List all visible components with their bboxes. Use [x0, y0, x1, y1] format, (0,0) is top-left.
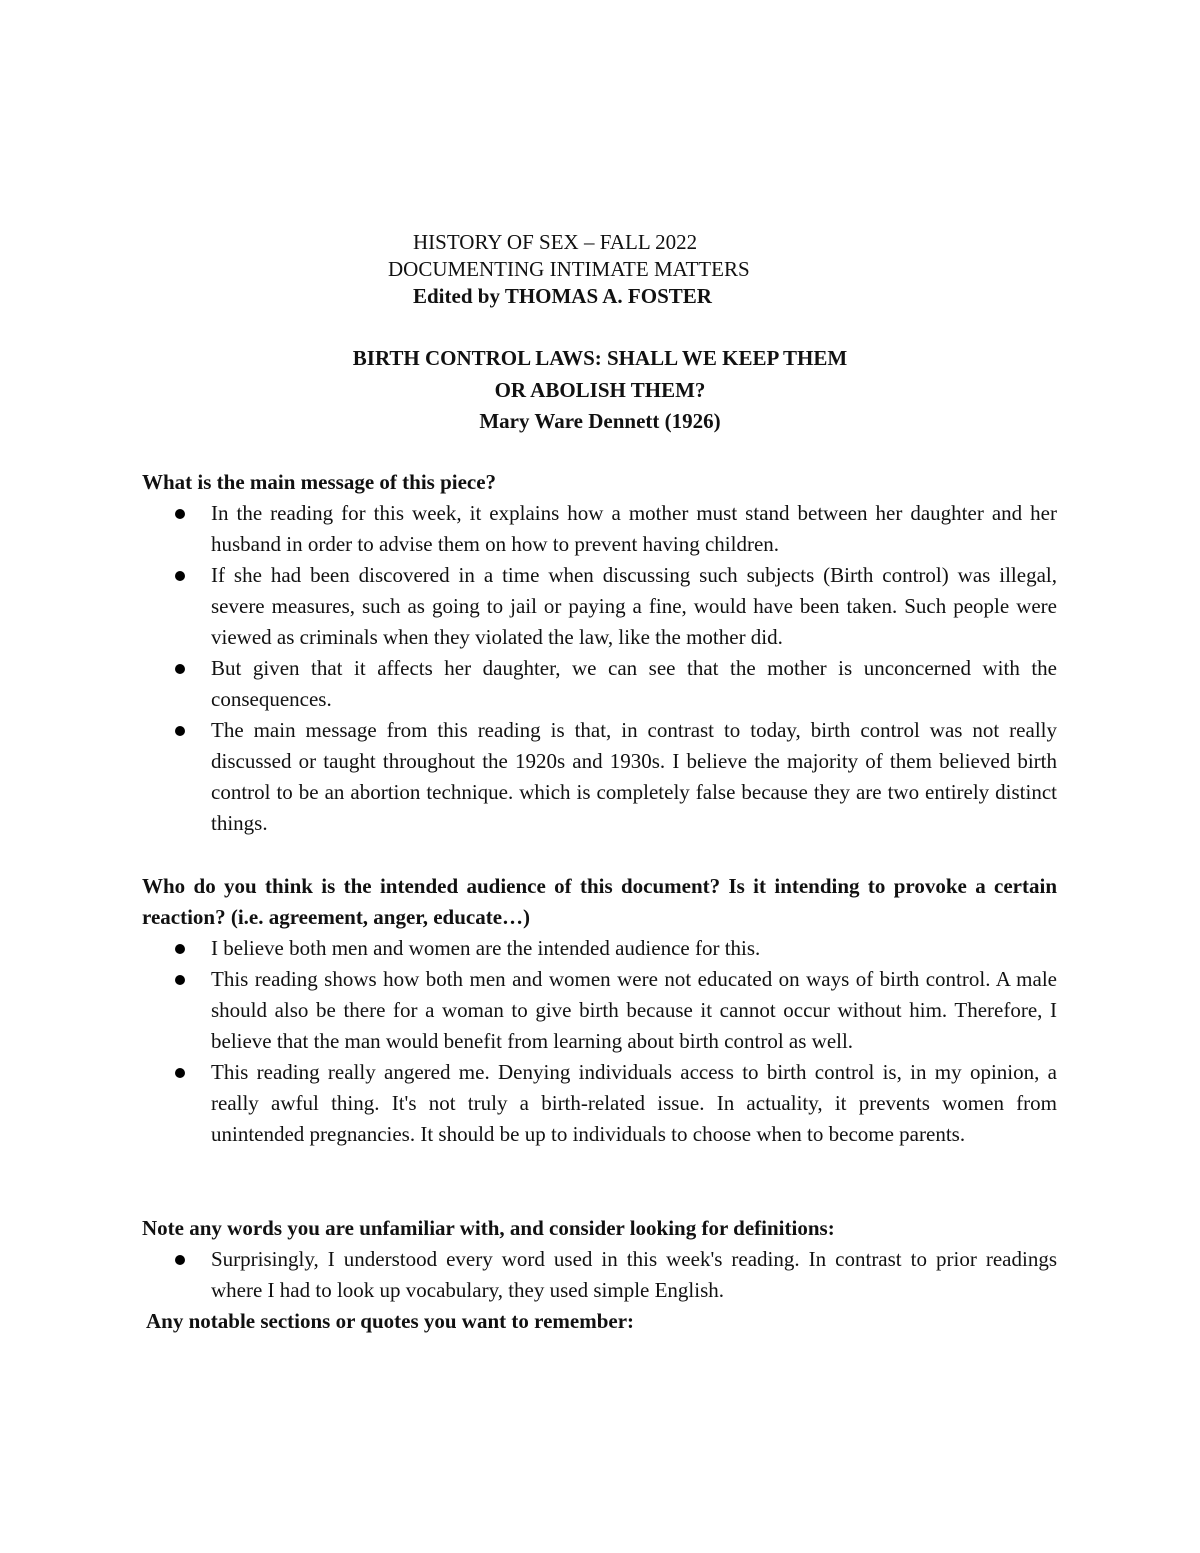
answers-main-message	[142, 498, 1057, 839]
list-item: This reading shows how both men and women were not educated on ways of birth control. A male should also be there for a woman to give birth because it cannot occur without him. Therefore, I believe that the man would benefit from learning about birth control as well.	[142, 964, 1057, 1057]
question-notable-quotes: Any notable sections or quotes you want to remember:	[146, 1309, 635, 1333]
bullet-icon	[175, 944, 185, 954]
course-title: HISTORY OF SEX – FALL 2022	[413, 230, 698, 254]
book-editor: Edited by THOMAS A. FOSTER	[413, 284, 712, 308]
reading-title-line1: BIRTH CONTROL LAWS: SHALL WE KEEP THEM	[352, 346, 848, 370]
list-item: This reading really angered me. Denying individuals access to birth control is, in my opinion, a really awful thing. It's not truly a birth-related issue. In actuality, it prevents women from unintended pregnancies. It should be up to individuals to choose when to become parents.	[142, 1057, 1057, 1150]
list-item: The main message from this reading is that, in contrast to today, birth control was not really discussed or taught throughout the 1920s and 1930s. I believe the majority of them believed birth control to be an abortion technique. which is completely false because they are two entirely distinct things.	[142, 715, 1057, 839]
book-title: DOCUMENTING INTIMATE MATTERS	[388, 257, 750, 281]
reading-author: Mary Ware Dennett (1926)	[479, 409, 721, 433]
question-unfamiliar-words: Note any words you are unfamiliar with, and consider looking for definitions:	[142, 1216, 835, 1240]
bullet-icon	[175, 1068, 185, 1078]
list-item: I believe both men and women are the intended audience for this.	[142, 933, 1057, 964]
reading-title-line2: OR ABOLISH THEM?	[494, 378, 706, 402]
list-item: Surprisingly, I understood every word used in this week's reading. In contrast to prior readings where I had to look up vocabulary, they used simple English.	[142, 1244, 1057, 1306]
bullet-icon	[175, 664, 185, 674]
bullet-icon	[175, 571, 185, 581]
question-intended-audience: Who do you think is the intended audience of this document? Is it intending to provoke a certain reaction? (i.e. agreement, anger, educate…)	[142, 874, 1057, 929]
bullet-icon	[175, 726, 185, 736]
list-item: If she had been discovered in a time when discussing such subjects (Birth control) was illegal, severe measures, such as going to jail or paying a fine, would have been taken. Such people were viewed as criminals when they violated the law, like the mother did.	[142, 560, 1057, 653]
question-main-message: What is the main message of this piece?	[142, 470, 497, 494]
answers-unfamiliar-words	[142, 1244, 1057, 1306]
bullet-icon	[175, 509, 185, 519]
list-item: But given that it affects her daughter, we can see that the mother is unconcerned with the consequences.	[142, 653, 1057, 715]
answers-intended-audience	[142, 933, 1057, 1150]
bullet-icon	[175, 975, 185, 985]
list-item: In the reading for this week, it explains how a mother must stand between her daughter and her husband in order to advise them on how to prevent having children.	[142, 498, 1057, 560]
bullet-icon	[175, 1255, 185, 1265]
